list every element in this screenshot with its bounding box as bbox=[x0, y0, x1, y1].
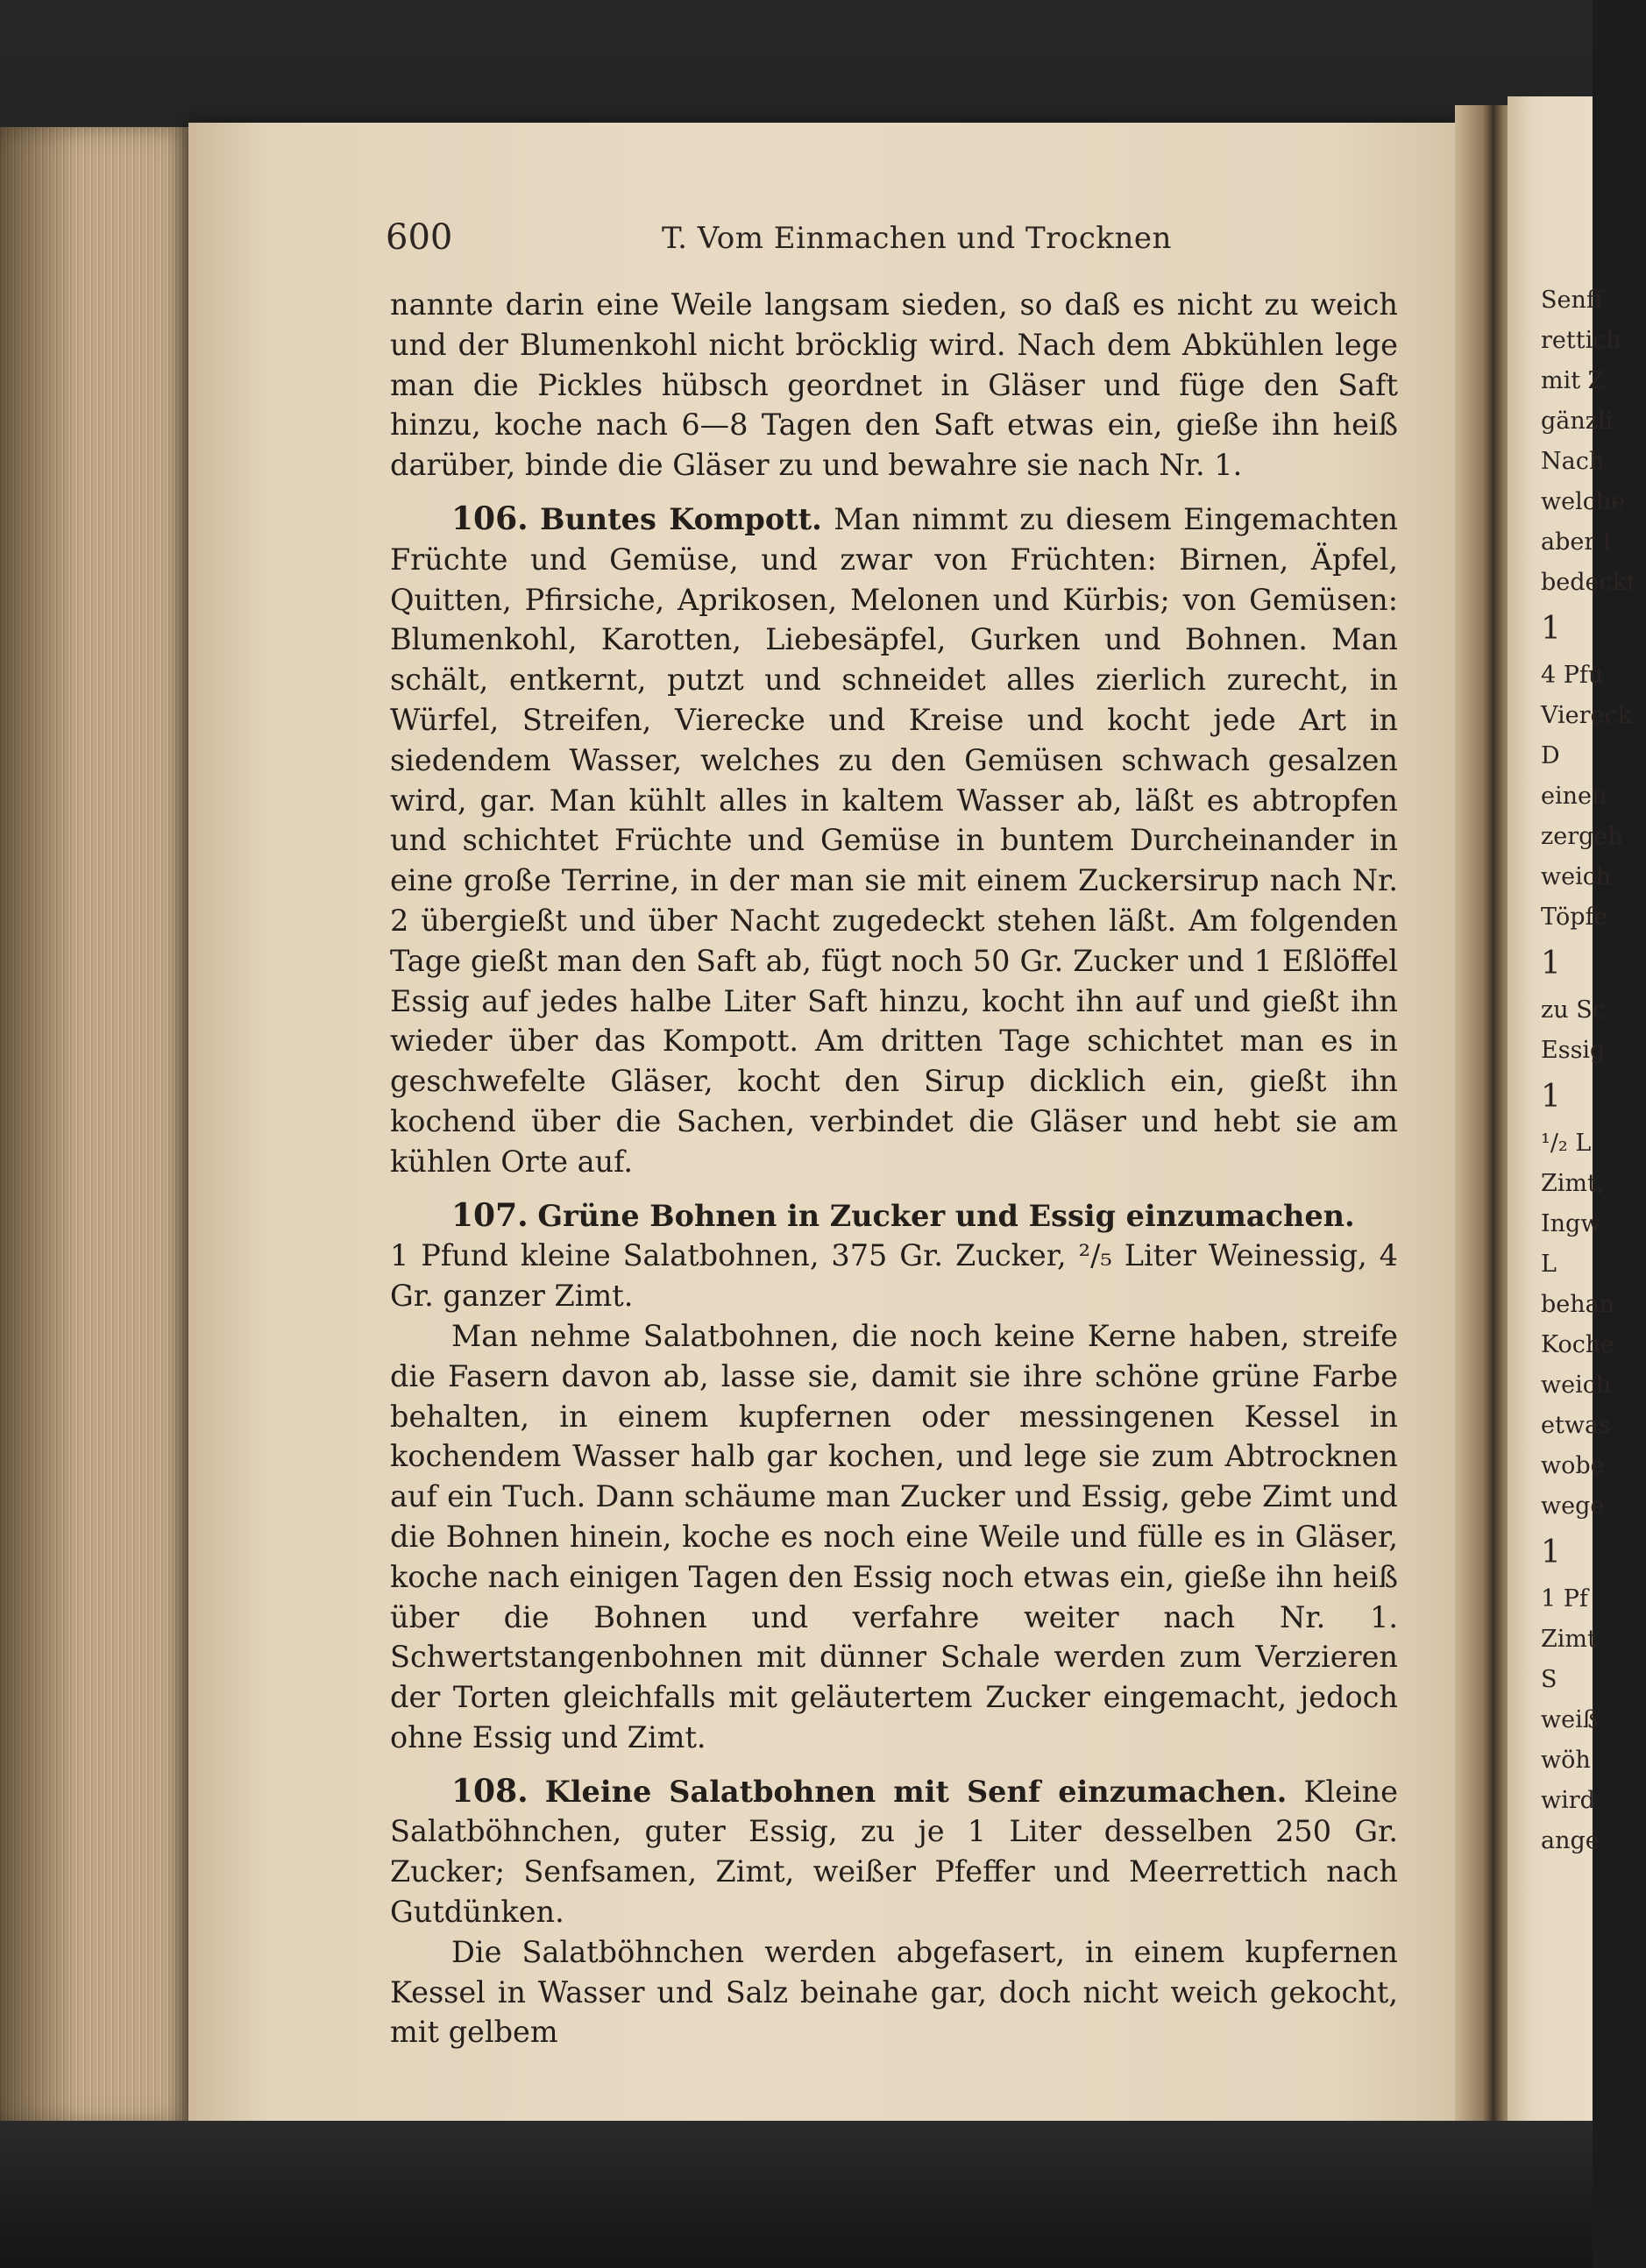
recipe-number: 106. bbox=[451, 500, 529, 537]
facing-page-fragment: mit Z bbox=[1541, 367, 1605, 394]
recipe-108 bbox=[390, 1772, 1398, 1932]
facing-page-fragment: 1 bbox=[1541, 1534, 1561, 1570]
facing-page-fragment: Töpfe bbox=[1541, 904, 1608, 931]
running-header bbox=[386, 217, 1394, 263]
facing-page-fragment: einen bbox=[1541, 783, 1607, 810]
recipe-text: Die Salatböhnchen werden abgefasert, in einem kupfernen Kessel in Wasser und Salz beinahe gar, doch nicht weich gekocht, mit gelbem bbox=[390, 1934, 1398, 2050]
facing-page-fragment: Essig bbox=[1541, 1037, 1606, 1064]
recipe-title: Grüne Bohnen in Zucker und Essig einzumachen. bbox=[537, 1198, 1355, 1233]
bottom-surface bbox=[0, 2121, 1593, 2268]
facing-page-fragment: zergeh bbox=[1541, 823, 1623, 850]
facing-page-fragment: ange bbox=[1541, 1827, 1600, 1854]
facing-page-fragment: rettich bbox=[1541, 327, 1621, 354]
facing-page-fragment: 1 bbox=[1541, 946, 1561, 982]
facing-page-fragment: gänzli bbox=[1541, 408, 1614, 435]
facing-page-fragment: weiß bbox=[1541, 1706, 1599, 1733]
facing-page-fragment: bedeckt bbox=[1541, 569, 1636, 596]
recipe-text: Man nehme Salatbohnen, die noch keine Kerne haben, streife die Fasern davon ab, lasse sie, damit sie ihre schöne grüne Farbe behalten, in einem kupfernen oder messingenen Kessel in kochendem Wasser halb gar kochen, und lege sie zum Abtrocknen auf ein Tuch. Dann schäume man Zucker und Essig, gebe Zimt und die Bohnen hinein, koche es noch eine Weile und fülle es in Gläser, koche nach einigen Tagen den Essig noch etwas ein, gieße ihn heiß über die Bohnen und verfahre weiter nach Nr. 1. Schwertstangenbohnen mit dünner Schale werden zum Verzieren der Torten gleichfalls mit geläutertem Zucker eingemacht, jedoch ohne Essig und Zimt. bbox=[390, 1318, 1398, 1754]
facing-page-fragment: Viereck bbox=[1541, 702, 1633, 729]
recipe-107 bbox=[390, 1196, 1398, 1237]
facing-page-fragment: aber l bbox=[1541, 528, 1611, 556]
facing-page-fragment: Koche bbox=[1541, 1331, 1615, 1358]
facing-page-fragment: 1 Pf bbox=[1541, 1585, 1588, 1612]
facing-page-fragment: zu Sc bbox=[1541, 996, 1606, 1024]
facing-page-fragment: L bbox=[1541, 1251, 1557, 1278]
facing-page-fragment: 1 bbox=[1541, 1079, 1561, 1115]
facing-page-fragment: wöh bbox=[1541, 1747, 1591, 1774]
facing-page-fragment: etwas bbox=[1541, 1412, 1611, 1439]
facing-page-fragment: wege bbox=[1541, 1492, 1605, 1520]
facing-page-fragment: Ingw bbox=[1541, 1210, 1601, 1237]
page-number: 600 bbox=[386, 217, 453, 258]
recipe-title: Buntes Kompott. bbox=[540, 501, 822, 536]
facing-page-fragment: Zimt, bbox=[1541, 1170, 1605, 1197]
recipe-text: Man nimmt zu diesem Eingemachten Früchte und Gemüse, und zwar von Früchten: Birnen, Äpfel, Quitten, Pfirsiche, Aprikosen, Melonen und Kürbis; von Gemüsen: Blumenkohl, Karotten, Liebesäpfel, Gurken und Bohnen. Man schält, entkernt, putzt und schneidet alles zierlich zurecht, in Würfel, Streifen, Vierecke und Kreise und kocht jede Art in siedendem Wasser, welches zu den Gemüsen schwach gesalzen wird, gar. Man kühlt alles in kaltem Wasser ab, läßt es abtropfen und schichtet Früchte und Gemüse in buntem Durcheinander in eine große Terrine, in der man sie mit einem Zuckersirup nach Nr. 2 übergießt und über Nacht zugedeckt stehen läßt. Am folgenden Tage gießt man den Saft ab, fügt noch 50 Gr. Zucker und 1 Eßlöffel Essig auf jedes halbe Liter Saft hinzu, kocht ihn auf und gießt ihn wieder über das Kompott. Am dritten Tage schichtet man es in geschwefelte Gläser, kocht den Sirup dicklich ein, gießt ihn kochend über die Sachen, verbindet die Gläser und hebt sie am kühlen Orte auf. bbox=[390, 501, 1399, 1179]
left-page-edges bbox=[0, 127, 197, 2125]
recipe-ingredients: Kleine Salatböhnchen, guter Essig, zu je 1 Liter desselben 250 Gr. Zucker; Senfsamen, Zimt, weißer Pfeffer und Meerrettich nach Gutdünken. bbox=[390, 1774, 1399, 1930]
running-title: T. Vom Einmachen und Trocknen bbox=[662, 221, 1172, 256]
facing-page-fragment: Nach bbox=[1541, 448, 1605, 475]
facing-page-fragment: 1 bbox=[1541, 611, 1561, 647]
facing-page-fragment: S bbox=[1541, 1666, 1557, 1693]
recipe-ingredients: 1 Pfund kleine Salatbohnen, 375 Gr. Zucker, ²/₅ Liter Weinessig, 4 Gr. ganzer Zimt. bbox=[390, 1238, 1398, 1314]
intro-paragraph: nannte darin eine Weile langsam sieden, so daß es nicht zu weich und der Blumenkohl nicht bröcklig wird. Nach dem Abkühlen lege man die Pickles hübsch geordnet in Gläser und füge den Saft hinzu, koche nach 6—8 Tagen den Saft etwas ein, gieße ihn heiß darüber, binde die Gläser zu und bewahre sie nach Nr. 1. bbox=[390, 287, 1398, 483]
recipe-106 bbox=[390, 500, 1398, 1182]
facing-page-fragment: ¹/₂ L bbox=[1541, 1130, 1592, 1157]
facing-page-fragment: wird bbox=[1541, 1787, 1595, 1814]
facing-page-fragment: Senff bbox=[1541, 287, 1604, 314]
facing-page-fragment: welche bbox=[1541, 488, 1626, 515]
facing-page bbox=[1508, 96, 1636, 2138]
facing-page-fragment: weich bbox=[1541, 1371, 1612, 1399]
facing-page-fragment: D bbox=[1541, 742, 1560, 769]
facing-page-fragment: behan bbox=[1541, 1291, 1615, 1318]
page-body bbox=[390, 285, 1398, 2052]
recipe-title: Kleine Salatbohnen mit Senf einzumachen. bbox=[544, 1774, 1288, 1809]
facing-page-fragment: weich bbox=[1541, 863, 1612, 890]
recipe-number: 108. bbox=[451, 1772, 529, 1810]
facing-page-text bbox=[1541, 280, 1646, 1861]
recipe-number: 107. bbox=[451, 1196, 529, 1234]
facing-page-fragment: Zimt bbox=[1541, 1626, 1597, 1653]
facing-page-fragment: wobe bbox=[1541, 1452, 1605, 1479]
facing-page-fragment: 4 Pfu bbox=[1541, 662, 1604, 689]
